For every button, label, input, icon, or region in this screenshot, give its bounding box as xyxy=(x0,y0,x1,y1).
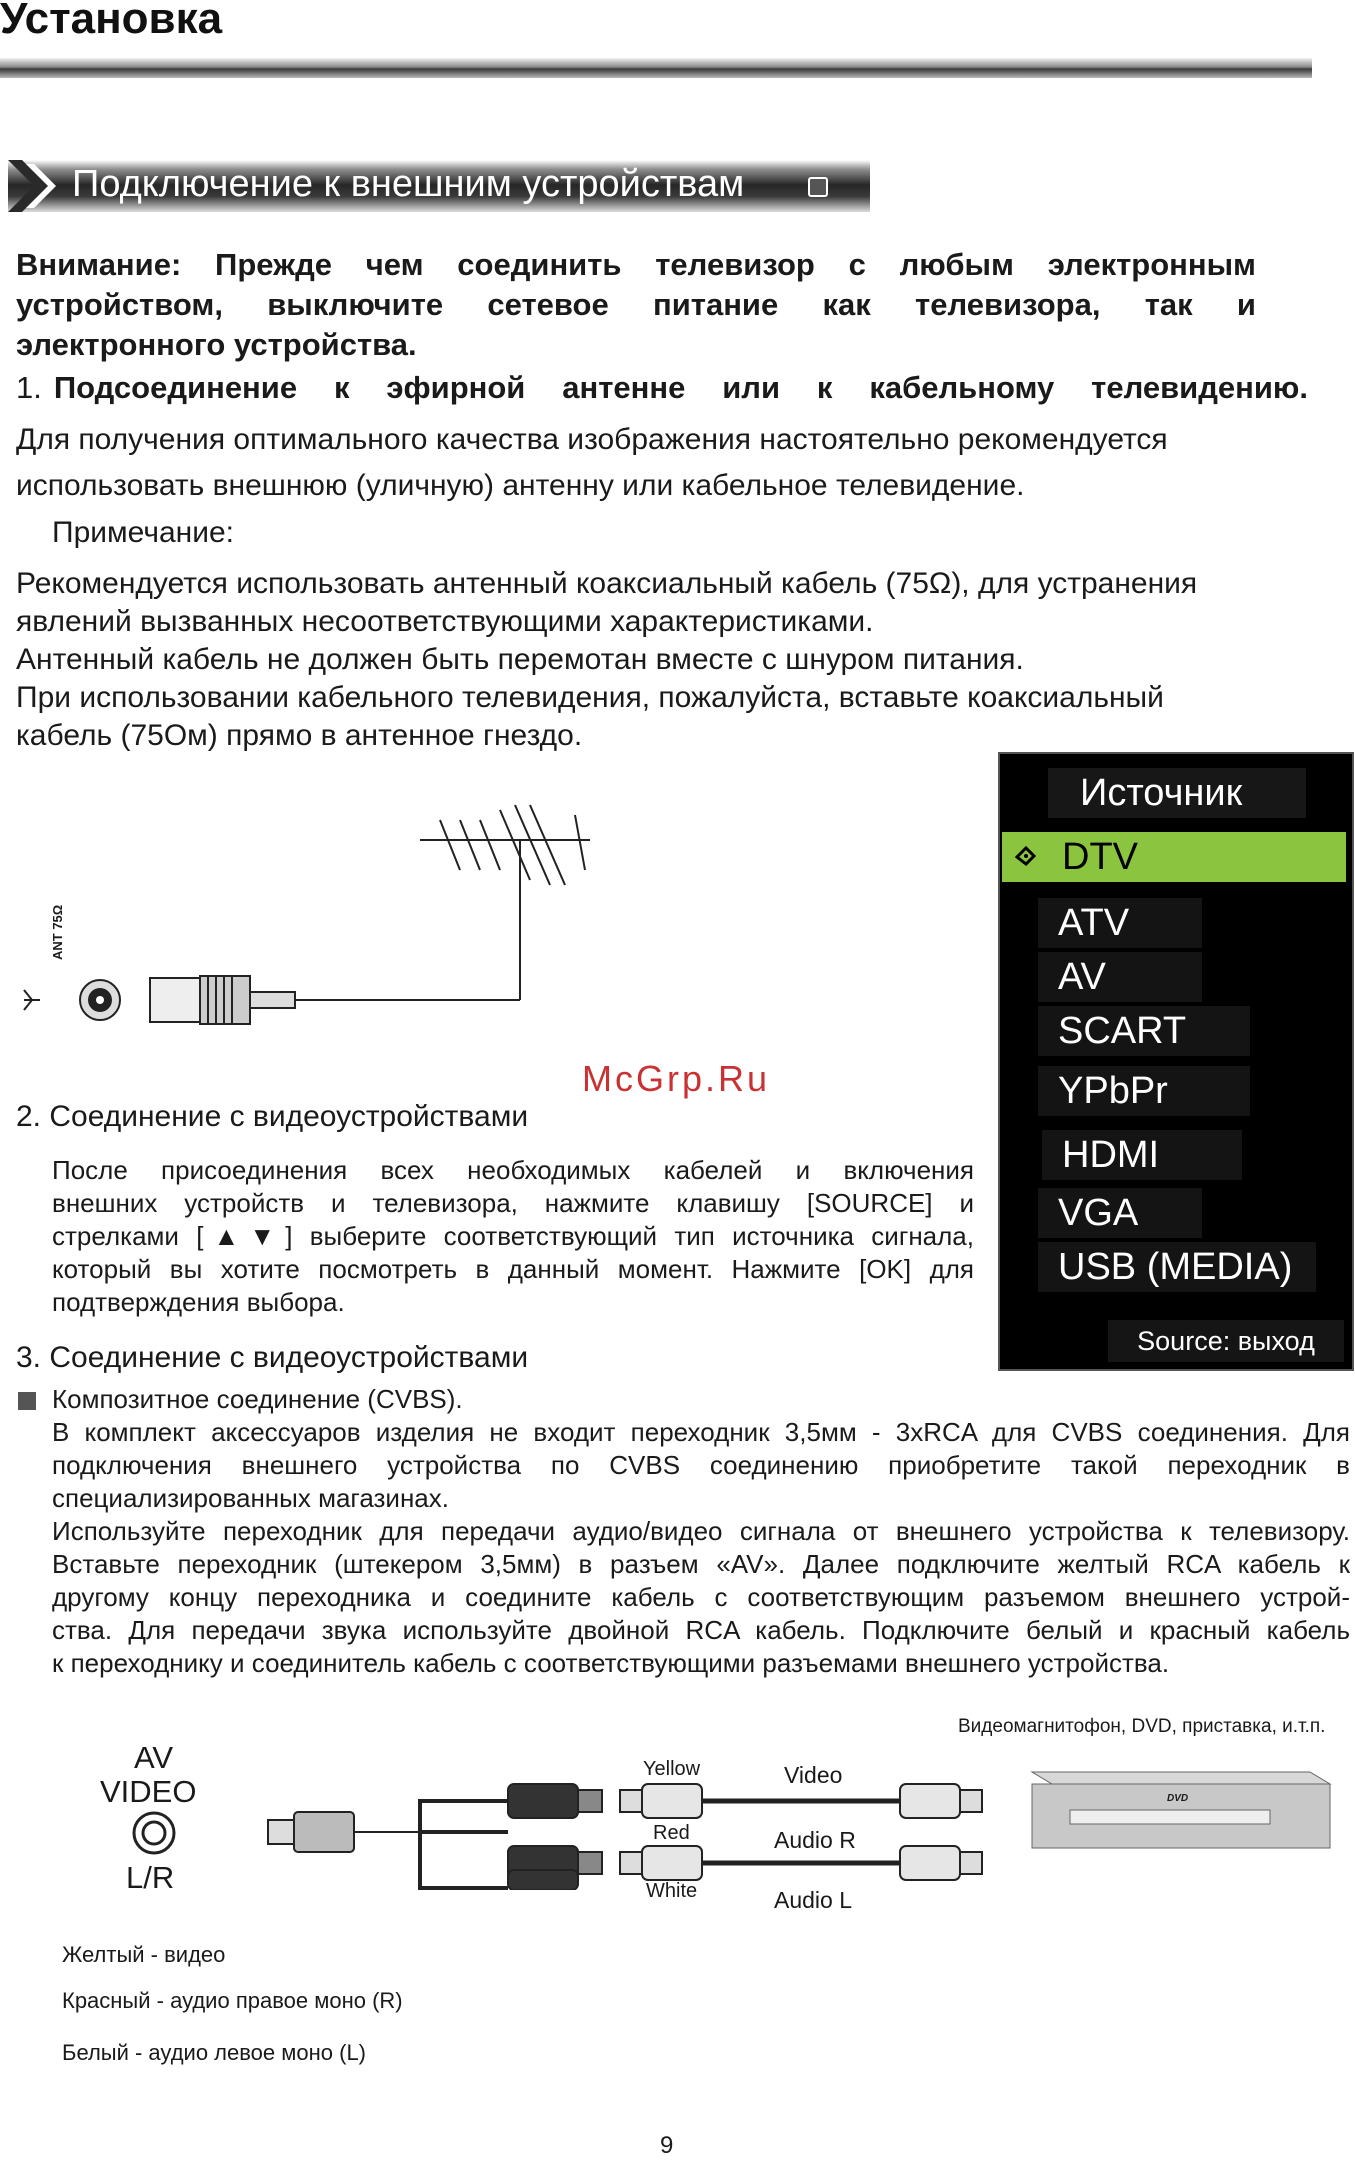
step3-line-3: специализированных магазинах. xyxy=(52,1483,449,1513)
legend-white: Белый - аудио левое моно (L) xyxy=(62,2040,367,2065)
square-icon xyxy=(808,177,828,197)
rca-plug-yellow-icon xyxy=(508,1784,602,1818)
warning-block xyxy=(16,245,1256,365)
antenna-icon xyxy=(290,805,590,1000)
signal-audio-r-label: Audio R xyxy=(774,1827,856,1853)
menu-item-usb[interactable]: USB (MEDIA) xyxy=(1038,1242,1316,1292)
step3-line-5: Вставьте переходник (штекером 3,5мм) в разъем «AV». Далее подключите желтый RCA кабель к xyxy=(52,1549,1350,1579)
step1-note-label: Примечание: xyxy=(52,516,234,549)
ant-jack-icon xyxy=(80,980,120,1020)
legend-red: Красный - аудио правое моно (R) xyxy=(62,1988,403,2013)
av-diagram xyxy=(120,1750,1340,1890)
antenna-symbol-icon xyxy=(24,990,40,1010)
av-jack-icon xyxy=(134,1813,174,1853)
watermark: McGrp.Ru xyxy=(582,1058,771,1099)
rca-plug-white-icon xyxy=(508,1870,578,1890)
antenna-diagram xyxy=(10,790,610,1040)
chevron-right-icon xyxy=(8,160,68,212)
av-label: AV xyxy=(134,1740,174,1775)
step3-bullet: Композитное соединение (CVBS). xyxy=(52,1384,463,1414)
coax-plug-icon xyxy=(150,976,295,1024)
step2-line-2: внешних устройств и телевизора, нажмите клавишу [SOURCE] и xyxy=(52,1188,974,1218)
menu-item-atv[interactable]: ATV xyxy=(1038,898,1202,948)
step3-line-2: подключения внешнего устройства по CVBS соединению приобретите такой переходник в xyxy=(52,1450,1350,1480)
step3-line-4: Используйте переходник для передачи аудио/видео сигнала от внешнего устройства к телевизору. xyxy=(52,1516,1350,1546)
step1-note-2: Антенный кабель не должен быть перемотан вместе с шнуром питания. xyxy=(16,643,1024,676)
step1-note-3a: При использовании кабельного телевидения, пожалуйста, вставьте коаксиальный xyxy=(16,681,1164,714)
menu-item-hdmi[interactable]: HDMI xyxy=(1042,1130,1242,1180)
step3-heading: 3. Соединение с видеоустройствами xyxy=(16,1341,529,1374)
step2-line-3: стрелками [▲▼] выберите соответствующий тип источника сигнала, xyxy=(52,1221,974,1251)
device-label: Видеомагнитофон, DVD, приставка, и.т.п. xyxy=(958,1716,1326,1737)
step2-line-5: подтверждения выбора. xyxy=(52,1287,345,1317)
title-rule xyxy=(0,58,1312,78)
menu-item-scart[interactable]: SCART xyxy=(1038,1006,1250,1056)
menu-item-av[interactable]: AV xyxy=(1038,952,1202,1002)
step2-line-1: После присоединения всех необходимых кабелей и включения xyxy=(52,1155,974,1185)
step3-line-8: к переходнику и соединитель кабель с соответствующими разъемами внешнего устройства. xyxy=(52,1648,1170,1678)
menu-item-ypbpr[interactable]: YPbPr xyxy=(1038,1066,1250,1116)
step1-text-2: использовать внешнюю (уличную) антенну или кабельное телевидение. xyxy=(16,469,1025,502)
menu-item-label: DTV xyxy=(1062,836,1138,878)
step2-line-4: который вы хотите посмотреть в данный момент. Нажмите [OK] для xyxy=(52,1254,974,1284)
signal-audio-l-label: Audio L xyxy=(774,1887,853,1913)
mini-plug-icon xyxy=(268,1812,420,1852)
step3-line-6: другому концу переходника и соедините кабель с соответствующим разъемом внешнего устрой- xyxy=(52,1582,1350,1612)
source-menu-footer: Source: выход xyxy=(1108,1320,1344,1362)
step1-heading: Подсоединение к эфирной антенне или к кабельному телевидению. xyxy=(53,370,1308,405)
warning-line-2: устройством, выключите сетевое питание как телевизора, так и xyxy=(16,287,1256,322)
dvd-logo: DVD xyxy=(1167,1793,1189,1804)
step1-heading-row xyxy=(16,368,1308,408)
warning-line-3: электронного устройства. xyxy=(16,327,417,362)
legend-yellow: Желтый - видео xyxy=(62,1942,226,1967)
section-title: Подключение к внешним устройствам xyxy=(72,163,745,205)
hand-pointer-icon xyxy=(1014,844,1040,870)
step3-line-7: ства. Для передачи звука используйте двойной RCA кабель. Подключите белый и красный кабель xyxy=(52,1615,1350,1645)
step1-note-1b: явлений вызванных несоответствующими характеристиками. xyxy=(16,605,874,638)
step1-text-1: Для получения оптимального качества изображения настоятельно рекомендуется xyxy=(16,423,1168,456)
menu-item-dtv[interactable] xyxy=(1002,832,1346,882)
bullet-square-icon xyxy=(18,1392,36,1410)
page-title: Установка xyxy=(0,0,223,43)
dvd-player-icon xyxy=(1032,1772,1330,1848)
step1-number: 1. xyxy=(16,370,42,405)
warning-line-1: Внимание: Прежде чем соединить телевизор с любым электронным xyxy=(16,247,1256,282)
source-menu-title: Источник xyxy=(1048,768,1306,818)
step2-heading: 2. Соединение с видеоустройствами xyxy=(16,1100,529,1133)
page-number: 9 xyxy=(660,2132,674,2159)
step3-line-1: В комплект аксессуаров изделия не входит переходник 3,5мм - 3xRCA для CVBS соединения. Для xyxy=(52,1417,1350,1447)
video-label: VIDEO xyxy=(100,1774,197,1809)
source-menu xyxy=(998,752,1354,1371)
step1-note-1a: Рекомендуется использовать антенный коаксиальный кабель (75Ω), для устранения xyxy=(16,567,1198,600)
step1-note-3b: кабель (75Ом) прямо в антенное гнездо. xyxy=(16,719,583,752)
step3-body xyxy=(52,1416,1350,1680)
step2-body xyxy=(52,1154,974,1319)
lr-label: L/R xyxy=(126,1860,175,1895)
section-banner xyxy=(8,160,870,212)
rca-cable-video-icon xyxy=(620,1784,982,1818)
cable-yellow-label: Yellow xyxy=(643,1758,701,1780)
menu-item-vga[interactable]: VGA xyxy=(1038,1188,1202,1238)
cable-red-label: Red xyxy=(653,1822,690,1844)
cable-white-label: White xyxy=(646,1880,698,1902)
signal-video-label: Video xyxy=(784,1762,843,1788)
ant-label: ANT 75Ω xyxy=(50,904,65,960)
